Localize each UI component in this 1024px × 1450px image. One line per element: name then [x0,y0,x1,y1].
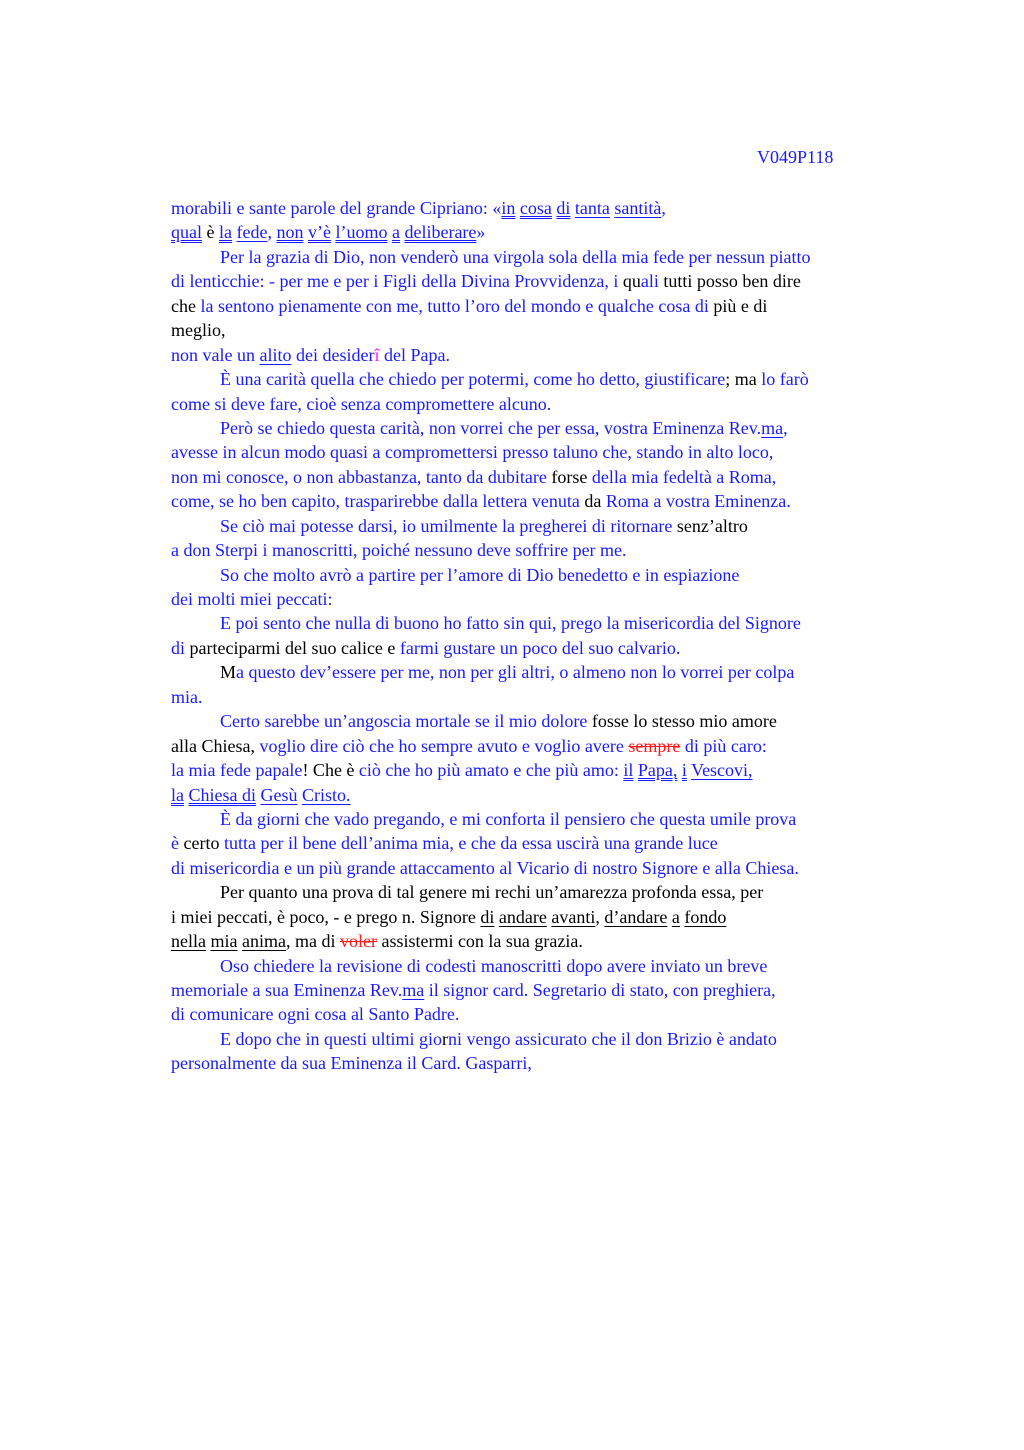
text-line [171,318,906,342]
text-segment: Roma a vostra Eminenza. [605,491,791,512]
text-segment: E poi sento che nulla di buono ho fatto sin qui, prego la misericordia del Signore [220,613,801,634]
text-line [171,416,906,440]
text-segment: Certo sarebbe un’angoscia mortale se il mio dolore [220,711,592,732]
text-segment: personalmente da sua Eminenza il Card. Gasparri, [171,1053,532,1074]
text-segment: come si deve fare, cioè senza compromettere alcuno. [171,393,552,414]
underlined-text: nella [171,931,206,952]
text-segment: meglio, [171,320,226,341]
text-segment: non mi conosce, o non abbastanza, tanto da dubitare [171,466,552,487]
text-segment: , ma di [285,931,340,952]
text-segment: , [661,198,666,218]
text-segment: fosse lo stesso mio amore [591,711,777,732]
text-segment: come, se ho ben capito, trasparirebbe dalla lettera venuta [171,491,585,512]
underlined-text: anima [241,931,286,952]
text-line [171,831,906,855]
text-segment: , [783,417,788,438]
text-line [171,269,906,293]
text-segment: È da giorni che vado pregando, e mi conforta il pensiero che questa umile prova [220,808,797,829]
text-line [171,440,906,464]
text-segment: è [171,833,184,854]
text-line [171,1051,906,1075]
text-segment: ciò che ho più amato e che più amo: [358,760,624,781]
underlined-text: Vescovi, [691,760,753,781]
text-line [171,807,906,831]
text-line [171,196,906,220]
text-line [171,905,906,929]
text-line [171,514,906,538]
text-line [171,367,906,391]
underlined-text: Cristo. [302,784,351,805]
underlined-text: di [480,906,495,927]
underlined-text: v’è [307,222,331,243]
text-line [171,978,906,1002]
text-segment: farmi gustare un poco del suo calvario. [399,637,681,658]
text-line [171,758,906,782]
text-segment: memoriale a sua Eminenza Rev. [171,980,403,1000]
underlined-text: non [276,222,304,243]
text-segment: So che molto avrò a partire per l’amore di Dio benedetto e in espiazione [220,564,740,585]
text-segment: dei desider [291,344,375,365]
text-segment: parteciparmi del suo calice e [189,637,400,658]
text-line [171,489,906,513]
text-segment: senz’altro [676,515,748,536]
text-segment: avesse in alcun modo quasi a compromettersi presso taluno che, stando in alto loco, [171,442,774,463]
underlined-text: la [171,784,184,805]
text-segment: mia. [171,686,203,707]
text-line [171,783,906,807]
text-line [171,294,906,318]
text-line [171,954,906,978]
underlined-text: in [501,198,516,218]
text-segment: Per quanto una prova di tal genere mi rechi un’amarezza profonda essa, per [220,882,764,903]
underlined-text: Gesù [260,784,298,805]
underlined-text: d’andare [604,906,668,927]
text-segment: , [595,906,605,927]
underlined-text: Chiesa di [188,784,256,805]
text-segment: î [374,344,380,365]
text-segment: Oso chiedere la revisione di codesti manoscritti dopo avere inviato un breve [220,955,768,976]
text-segment: tutti posso ben dire [663,271,801,292]
text-segment: forse [551,466,592,487]
underlined-text: la [219,222,232,243]
text-segment: » [476,222,486,243]
underlined-text: tanta [574,198,610,218]
text-line [171,465,906,489]
text-segment: di misericordia e un più grande attaccamento al Vicario di nostro Signore e alla Chiesa. [171,857,799,878]
underlined-text: qual [171,222,202,243]
text-segment: ; ma [725,369,762,390]
text-segment: i miei peccati, è poco, - e prego n. Signore [171,906,481,927]
text-segment: la mia fede papale [171,760,303,781]
underlined-text: Papa, [637,760,678,781]
text-segment: È una carità quella che chiedo per potermi, come ho detto, giustificare [220,369,726,390]
text-segment: lo farò [761,369,809,390]
text-line [171,392,906,416]
text-segment: certo [183,833,224,854]
underlined-text: ma [402,980,425,1000]
text-segment: E dopo che in questi ultimi gio [220,1028,442,1049]
underlined-text: i [681,760,687,781]
text-line [171,734,906,758]
deleted-text: voler [339,931,377,952]
text-segment: di lenticchie: - per me e per i Figli della Divina Provvidenza, i [171,271,623,292]
text-segment: morabili e sante parole del grande Cipriano: « [171,198,502,218]
text-line [171,611,906,635]
text-segment: assistermi con la sua grazia. [376,931,583,952]
underlined-text: santità [614,198,662,218]
text-segment: voglio dire ciò che ho sempre avuto e voglio avere [259,735,629,756]
text-segment: il signor card. Segretario di stato, con preghiera, [424,980,776,1000]
underlined-text: fondo [684,906,727,927]
text-segment: ali [640,271,664,292]
text-line [171,880,906,904]
deleted-text: sempre [628,735,681,756]
text-line [171,563,906,587]
text-segment: Però se chiedo questa carità, non vorrei che per essa, vostra Eminenza Rev. [220,417,762,438]
text-segment: da [584,491,606,512]
text-line [171,856,906,880]
text-line [171,660,906,684]
underlined-text: cosa [519,198,552,218]
underlined-text: deliberare [404,222,477,243]
text-line [171,220,906,244]
underlined-text: fede [236,222,268,243]
underlined-text: ma [761,417,784,438]
text-segment: r [441,1028,448,1049]
text-segment: di [171,637,190,658]
text-segment: M [220,662,237,683]
text-segment: qu [622,271,641,292]
text-segment: a don Sterpi i manoscritti, poiché nessuno deve soffrire per me. [171,540,627,561]
text-segment: ni vengo assicurato che il don Brizio è andato [447,1028,777,1049]
text-line [171,245,906,269]
underlined-text: andare [498,906,547,927]
underlined-text: a [391,222,400,243]
text-segment: dei molti miei peccati: [171,589,333,609]
page-id: V049P118 [757,147,834,167]
text-segment: della mia fedeltà a Roma, [591,466,777,487]
text-segment: ! Che è [302,760,359,781]
text-segment: che [171,295,201,316]
text-line [171,1027,906,1051]
underlined-text: mia [210,931,238,952]
text-segment: di più caro: [680,735,767,756]
underlined-text: alito [259,344,292,365]
text-segment: non vale un [171,344,260,365]
underlined-text: avanti [551,906,596,927]
text-segment: di comunicare ogni cosa al Santo Padre. [171,1004,460,1025]
text-segment: Se ciò mai potesse darsi, io umilmente la pregherei di ritornare [220,515,677,536]
text-segment: a questo dev’essere per me, non per gli altri, o almeno non lo vorrei per colpa [236,662,795,683]
text-segment: è [202,222,219,243]
text-line [171,929,906,953]
text-segment: alla Chiesa, [171,735,260,756]
underlined-text: a [671,906,680,927]
text-line [171,685,906,709]
text-line [171,1002,906,1026]
underlined-text: il [623,760,634,781]
text-segment: tutta per il bene dell’anima mia, e che da essa uscirà una grande luce [223,833,718,854]
text-line [171,587,906,611]
text-segment: , [267,222,277,243]
text-line [171,636,906,660]
text-segment: Per la grazia di Dio, non venderò una virgola sola della mia fede per nessun piatto [220,246,811,267]
text-segment: del Papa. [379,344,450,365]
text-segment: la sentono pienamente con me, tutto l’oro del mondo e qualche cosa di [200,295,714,316]
underlined-text: l’uomo [335,222,388,243]
underlined-text: di [556,198,571,218]
text-line [171,709,906,733]
text-line [171,343,906,367]
text-segment: più e di [713,295,768,316]
letter-body [171,196,906,1076]
text-line [171,538,906,562]
